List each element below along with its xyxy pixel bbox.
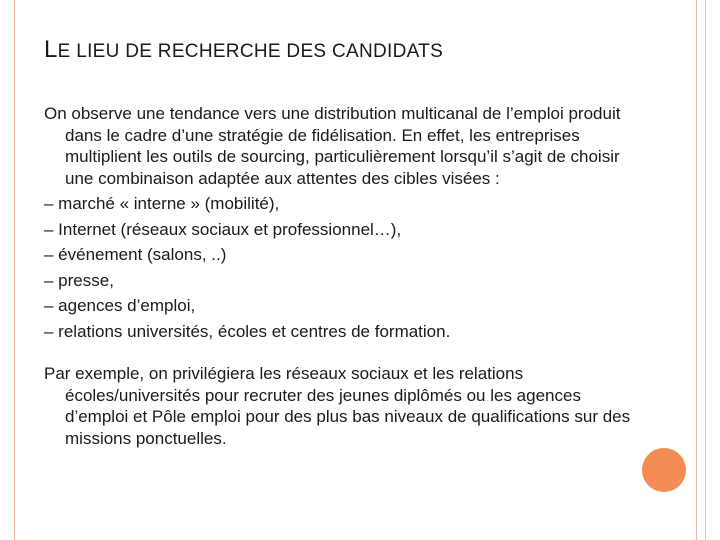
slide-body <box>44 103 634 466</box>
accent-circle-icon <box>642 448 686 492</box>
list-item: – Internet (réseaux sociaux et professionnel…), <box>44 219 402 239</box>
right-border-line <box>705 0 706 540</box>
list-item: – agences d’emploi, <box>44 296 196 315</box>
slide-title <box>44 36 443 64</box>
left-border-line <box>14 0 15 540</box>
list-item: – événement (salons, ..) <box>44 245 227 264</box>
title-rest: E LIEU DE RECHERCHE DES CANDIDATS <box>57 41 444 62</box>
example-paragraph: Par exemple, on privilégiera les réseaux sociaux et les relations écoles/universités pour recruter des jeunes diplômés ou les agences d’emploi et Pôle emploi pour des plus bas niveaux de qualifications sur des missions ponctuelles. <box>44 364 631 448</box>
title-first-letter: L <box>44 36 58 63</box>
intro-paragraph: On observe une tendance vers une distribution multicanal de l’emploi produit dans le cadre d’une stratégie de fidélisation. En effet, les entreprises multiplient les outils de sourcing, particulièrement lorsqu’il s’agit de choisir une combinaison adaptée aux attentes des cibles visées : <box>44 104 621 188</box>
list-item: – presse, <box>44 270 114 290</box>
list-item: – relations universités, écoles et centres de formation. <box>44 321 451 341</box>
right-inner-border-line <box>696 0 697 540</box>
list-item: – marché « interne » (mobilité), <box>44 194 280 213</box>
